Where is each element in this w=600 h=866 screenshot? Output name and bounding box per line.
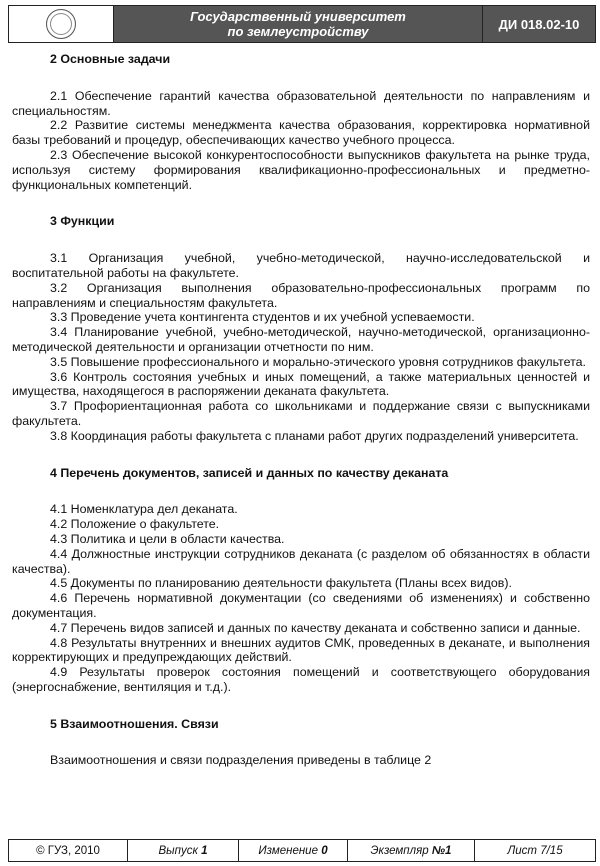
paragraph-3-6: 3.6 Контроль состояния учебных и иных помещений, а также материальных ценностей и имущества, находящегося в распоряжении деканата факультета. [12, 369, 590, 399]
section-2-title: 2 Основные задачи [50, 52, 171, 66]
paragraph-2-2: 2.2 Развитие системы менеджмента качества образования, корректировка нормативной базы требований и процедур, обеспечивающих качество учебного процесса. [12, 118, 590, 148]
paragraph-3-4: 3.4 Планирование учебной, учебно-методической, научно-методической, организационно-методической деятельности и организации отчетности по ним. [12, 325, 590, 354]
paragraph-4-6: 4.6 Перечень нормативной документации (со сведениями об изменениях) и собственно документация. [12, 591, 590, 620]
paragraph-4-4: 4.4 Должностные инструкции сотрудников деканата (с разделом об обязанностях в области качества). [12, 546, 590, 576]
section-5-title: 5 Взаимоотношения. Связи [50, 716, 219, 731]
section-4-title: 4 Перечень документов, записей и данных по качеству деканата [50, 465, 449, 480]
footer-copyright: © ГУЗ, 2010 [9, 840, 128, 861]
paragraph-3-3: 3.3 Проведение учета контингента студентов и их учебной успеваемости. [50, 310, 475, 325]
paragraph-4-1: 4.1 Номенклатура дел деканата. [50, 502, 238, 517]
paragraph-4-9: 4.9 Результаты проверок состояния помещений и соответствующего оборудования (энергоснабжение, вентиляция и т.д.). [12, 665, 590, 694]
section-3-title: 3 Функции [50, 214, 115, 229]
title-line-1: Государственный университет [190, 9, 406, 24]
footer-change [239, 840, 348, 861]
footer-copy [348, 840, 475, 861]
university-logo-cell [9, 6, 114, 42]
document-code: ДИ 018.02-10 [483, 6, 595, 42]
paragraph-2-3: 2.3 Обеспечение высокой конкурентоспособности выпускников факультета на рынке труда, используя систему формирования квалификационно-профессиональных и предметно-функциональных компетенций. [12, 147, 590, 192]
page-header [8, 5, 596, 43]
paragraph-4-2: 4.2 Положение о факультете. [50, 517, 220, 532]
paragraph-3-7: 3.7 Профориентационная работа со школьниками и поддержание связи с выпускниками факультета. [12, 399, 590, 428]
footer-sheet: Лист 7/15 [507, 844, 563, 857]
footer-issue [128, 840, 239, 861]
footer-change-value: 0 [321, 844, 328, 857]
paragraph-4-5: 4.5 Документы по планированию деятельности факультета (Планы всех видов). [50, 576, 512, 591]
footer-copy-label: Экземпляр [370, 844, 429, 857]
document-body [12, 52, 590, 768]
footer-issue-label: Выпуск [158, 844, 198, 857]
paragraph-5-text: Взаимоотношения и связи подразделения приведены в таблице 2 [50, 753, 432, 768]
paragraph-4-3: 4.3 Политика и цели в области качества. [50, 531, 285, 546]
footer-change-label: Изменение [258, 844, 318, 857]
page-footer [8, 839, 596, 862]
footer-issue-value: 1 [201, 844, 208, 857]
paragraph-3-8: 3.8 Координация работы факультета с планами работ других подразделений университета. [50, 428, 579, 443]
footer-copy-value: №1 [431, 844, 452, 857]
university-title [114, 6, 483, 42]
university-emblem-icon [46, 9, 76, 39]
paragraph-3-5: 3.5 Повышение профессионального и морально-этического уровня сотрудников факультета. [50, 354, 586, 369]
paragraph-3-2: 3.2 Организация выполнения образовательно-профессиональных программ по направлениям и специальностям факультета. [12, 280, 590, 310]
paragraph-4-8: 4.8 Результаты внутренних и внешних аудитов СМК, проведенных в деканате, и выполнения корректирующих и предупреждающих действий. [12, 635, 590, 665]
title-line-2: по землеустройству [227, 24, 369, 39]
paragraph-3-1: 3.1 Организация учебной, учебно-методической, научно-исследовательской и воспитательной работы на факультете. [12, 251, 590, 280]
paragraph-2-1: 2.1 Обеспечение гарантий качества образовательной деятельности по направлениям и специальностям. [12, 88, 590, 118]
paragraph-4-7: 4.7 Перечень видов записей и данных по качеству деканата и собственно записи и данные. [50, 620, 581, 635]
